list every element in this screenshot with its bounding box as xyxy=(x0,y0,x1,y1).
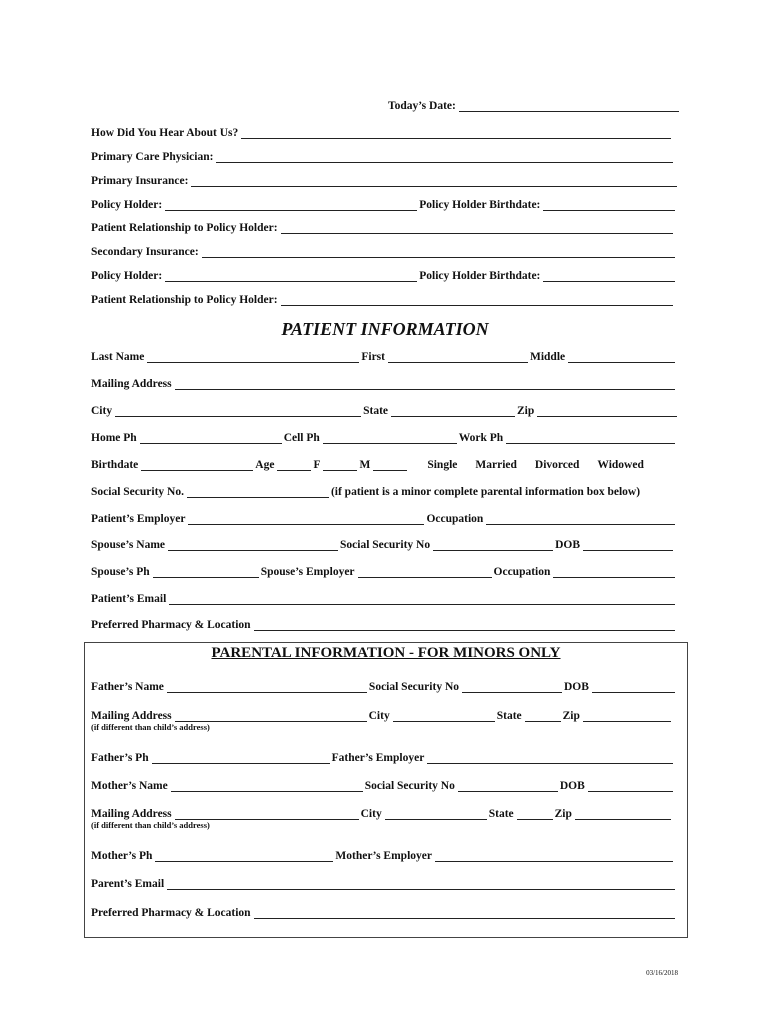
physician-label: Primary Care Physician: xyxy=(91,151,214,163)
state-field[interactable] xyxy=(391,404,515,417)
father-zip-label: Zip xyxy=(562,710,580,722)
father-ph-field[interactable] xyxy=(152,751,330,764)
age-label: Age xyxy=(255,459,275,471)
policy-birthdate-field-2[interactable] xyxy=(543,269,675,282)
physician-row xyxy=(91,143,675,163)
middle-name-field[interactable] xyxy=(568,350,675,363)
father-dob-label: DOB xyxy=(564,681,589,693)
policy-birthdate-label: Policy Holder Birthdate: xyxy=(419,270,541,282)
employer-label: Patient’s Employer xyxy=(91,513,186,525)
policy-birthdate-field[interactable] xyxy=(543,198,675,211)
policy-holder-row-2 xyxy=(91,262,677,282)
occupation-field[interactable] xyxy=(486,512,675,525)
pharmacy-label: Preferred Pharmacy & Location xyxy=(91,619,251,631)
footer-date: 03/16/2018 xyxy=(646,969,678,977)
name-row xyxy=(91,343,677,363)
parent-pharmacy-field[interactable] xyxy=(254,906,675,919)
first-name-field[interactable] xyxy=(388,350,528,363)
spouse-ph-label: Spouse’s Ph xyxy=(91,566,150,578)
last-name-label: Last Name xyxy=(91,351,145,363)
cell-ph-field[interactable] xyxy=(323,431,457,444)
father-name-row xyxy=(91,673,677,693)
todays-date-field[interactable] xyxy=(459,99,679,112)
father-city-label: City xyxy=(368,710,390,722)
occupation-label: Occupation xyxy=(426,513,484,525)
patient-info-title: PATIENT INFORMATION xyxy=(281,319,489,339)
father-diff-note: (if different than child’s address) xyxy=(91,722,210,732)
mother-city-label: City xyxy=(360,808,382,820)
ssn-note: (if patient is a minor complete parental information box below) xyxy=(330,486,641,498)
father-state-field[interactable] xyxy=(525,709,561,722)
father-ssn-field[interactable] xyxy=(462,680,562,693)
ssn-label: Social Security No. xyxy=(91,486,184,498)
last-name-field[interactable] xyxy=(147,350,359,363)
zip-label: Zip xyxy=(517,405,535,417)
parental-info-title: PARENTAL INFORMATION - FOR MINORS ONLY xyxy=(211,645,561,661)
physician-field[interactable] xyxy=(216,150,673,163)
mother-name-row xyxy=(91,772,675,792)
sex-m-field[interactable] xyxy=(373,458,407,471)
married-option[interactable]: Married xyxy=(475,459,517,471)
birthdate-row xyxy=(91,451,666,471)
relationship-field-2[interactable] xyxy=(281,293,673,306)
ssn-row xyxy=(91,478,679,498)
mother-diff-note: (if different than child’s address) xyxy=(91,820,210,830)
middle-name-label: Middle xyxy=(529,351,566,363)
relationship-row-2 xyxy=(91,286,675,306)
city-label: City xyxy=(91,405,113,417)
email-field[interactable] xyxy=(169,592,675,605)
primary-insurance-field[interactable] xyxy=(191,174,677,187)
zip-field[interactable] xyxy=(537,404,677,417)
home-ph-label: Home Ph xyxy=(91,432,137,444)
policy-holder-label: Policy Holder: xyxy=(91,199,163,211)
father-zip-field[interactable] xyxy=(583,709,671,722)
birthdate-field[interactable] xyxy=(141,458,253,471)
divorced-option[interactable]: Divorced xyxy=(534,459,580,471)
city-field[interactable] xyxy=(115,404,361,417)
todays-date-row xyxy=(388,92,681,112)
employer-field[interactable] xyxy=(188,512,424,525)
mother-dob-field[interactable] xyxy=(588,779,673,792)
spouse-name-row xyxy=(91,531,675,551)
single-option[interactable]: Single xyxy=(427,459,458,471)
spouse-ssn-field[interactable] xyxy=(433,538,553,551)
employer-row xyxy=(91,505,677,525)
pharmacy-field[interactable] xyxy=(254,618,675,631)
father-ssn-label: Social Security No xyxy=(368,681,459,693)
spouse-ph-field[interactable] xyxy=(153,565,259,578)
father-mailing-field[interactable] xyxy=(175,709,367,722)
parent-email-field[interactable] xyxy=(167,877,675,890)
mailing-label: Mailing Address xyxy=(91,378,172,390)
mother-employer-label: Mother’s Employer xyxy=(335,850,432,862)
birthdate-label: Birthdate xyxy=(91,459,139,471)
spouse-ssn-label: Social Security No xyxy=(340,539,431,551)
ssn-field[interactable] xyxy=(187,485,329,498)
parent-email-label: Parent’s Email xyxy=(91,878,165,890)
policy-holder-field-2[interactable] xyxy=(165,269,417,282)
parent-pharmacy-row xyxy=(91,899,677,919)
hear-about-field[interactable] xyxy=(241,126,671,139)
sex-f-label: F xyxy=(313,459,321,471)
spouse-occupation-label: Occupation xyxy=(493,566,551,578)
father-mailing-label: Mailing Address xyxy=(91,710,172,722)
mother-ssn-field[interactable] xyxy=(458,779,558,792)
mother-ssn-label: Social Security No xyxy=(364,780,455,792)
policy-holder-label: Policy Holder: xyxy=(91,270,163,282)
secondary-insurance-label: Secondary Insurance: xyxy=(91,246,199,258)
father-name-label: Father’s Name xyxy=(91,681,164,693)
mother-ph-row xyxy=(91,842,675,862)
hear-about-label: How Did You Hear About Us? xyxy=(91,127,239,139)
state-label: State xyxy=(363,405,389,417)
email-label: Patient’s Email xyxy=(91,593,167,605)
father-ph-row xyxy=(91,744,675,764)
sex-f-field[interactable] xyxy=(323,458,357,471)
father-name-field[interactable] xyxy=(167,680,367,693)
mother-dob-label: DOB xyxy=(559,780,585,792)
spouse-name-field[interactable] xyxy=(168,538,338,551)
father-ph-label: Father’s Ph xyxy=(91,752,149,764)
mother-zip-label: Zip xyxy=(554,808,572,820)
relationship-row-1 xyxy=(91,214,675,234)
home-ph-field[interactable] xyxy=(140,431,282,444)
spouse-occupation-field[interactable] xyxy=(553,565,675,578)
mother-city-field[interactable] xyxy=(385,807,487,820)
mother-state-field[interactable] xyxy=(517,807,553,820)
widowed-option[interactable]: Widowed xyxy=(597,459,644,471)
relationship-label: Patient Relationship to Policy Holder: xyxy=(91,294,278,306)
sex-m-label: M xyxy=(359,459,371,471)
relationship-field[interactable] xyxy=(281,221,673,234)
cell-ph-label: Cell Ph xyxy=(283,432,320,444)
spouse-dob-label: DOB xyxy=(555,539,581,551)
mother-mailing-field[interactable] xyxy=(175,807,359,820)
father-state-label: State xyxy=(496,710,522,722)
spouse-name-label: Spouse’s Name xyxy=(91,539,166,551)
secondary-insurance-row xyxy=(91,238,677,258)
mother-name-field[interactable] xyxy=(171,779,363,792)
secondary-insurance-field[interactable] xyxy=(202,245,675,258)
policy-holder-row-1 xyxy=(91,191,677,211)
father-city-field[interactable] xyxy=(393,709,495,722)
policy-holder-field[interactable] xyxy=(165,198,417,211)
policy-birthdate-label: Policy Holder Birthdate: xyxy=(419,199,541,211)
spouse-employer-label: Spouse’s Employer xyxy=(260,566,355,578)
phone-row xyxy=(91,424,677,444)
father-dob-field[interactable] xyxy=(592,680,675,693)
mother-ph-field[interactable] xyxy=(155,849,333,862)
mother-ph-label: Mother’s Ph xyxy=(91,850,153,862)
mother-employer-field[interactable] xyxy=(435,849,673,862)
mother-name-label: Mother’s Name xyxy=(91,780,168,792)
father-mailing-row xyxy=(91,702,673,722)
relationship-label: Patient Relationship to Policy Holder: xyxy=(91,222,278,234)
spouse-dob-field[interactable] xyxy=(583,538,673,551)
first-name-label: First xyxy=(361,351,385,363)
spouse-ph-row xyxy=(91,558,677,578)
parent-email-row xyxy=(91,870,677,890)
primary-insurance-label: Primary Insurance: xyxy=(91,175,189,187)
father-employer-field[interactable] xyxy=(427,751,673,764)
work-ph-field[interactable] xyxy=(506,431,675,444)
pharmacy-row xyxy=(91,611,677,631)
email-row xyxy=(91,585,677,605)
hear-about-row xyxy=(91,119,673,139)
parent-pharmacy-label: Preferred Pharmacy & Location xyxy=(91,907,251,919)
mother-mailing-label: Mailing Address xyxy=(91,808,172,820)
mother-mailing-row xyxy=(91,800,673,820)
mother-state-label: State xyxy=(488,808,514,820)
mailing-row xyxy=(91,370,677,390)
city-row xyxy=(91,397,679,417)
work-ph-label: Work Ph xyxy=(458,432,504,444)
todays-date-label: Today’s Date: xyxy=(388,100,456,112)
father-employer-label: Father’s Employer xyxy=(331,752,425,764)
primary-insurance-row xyxy=(91,167,679,187)
spouse-employer-field[interactable] xyxy=(358,565,492,578)
mother-zip-field[interactable] xyxy=(575,807,671,820)
mailing-field[interactable] xyxy=(175,377,675,390)
age-field[interactable] xyxy=(277,458,311,471)
